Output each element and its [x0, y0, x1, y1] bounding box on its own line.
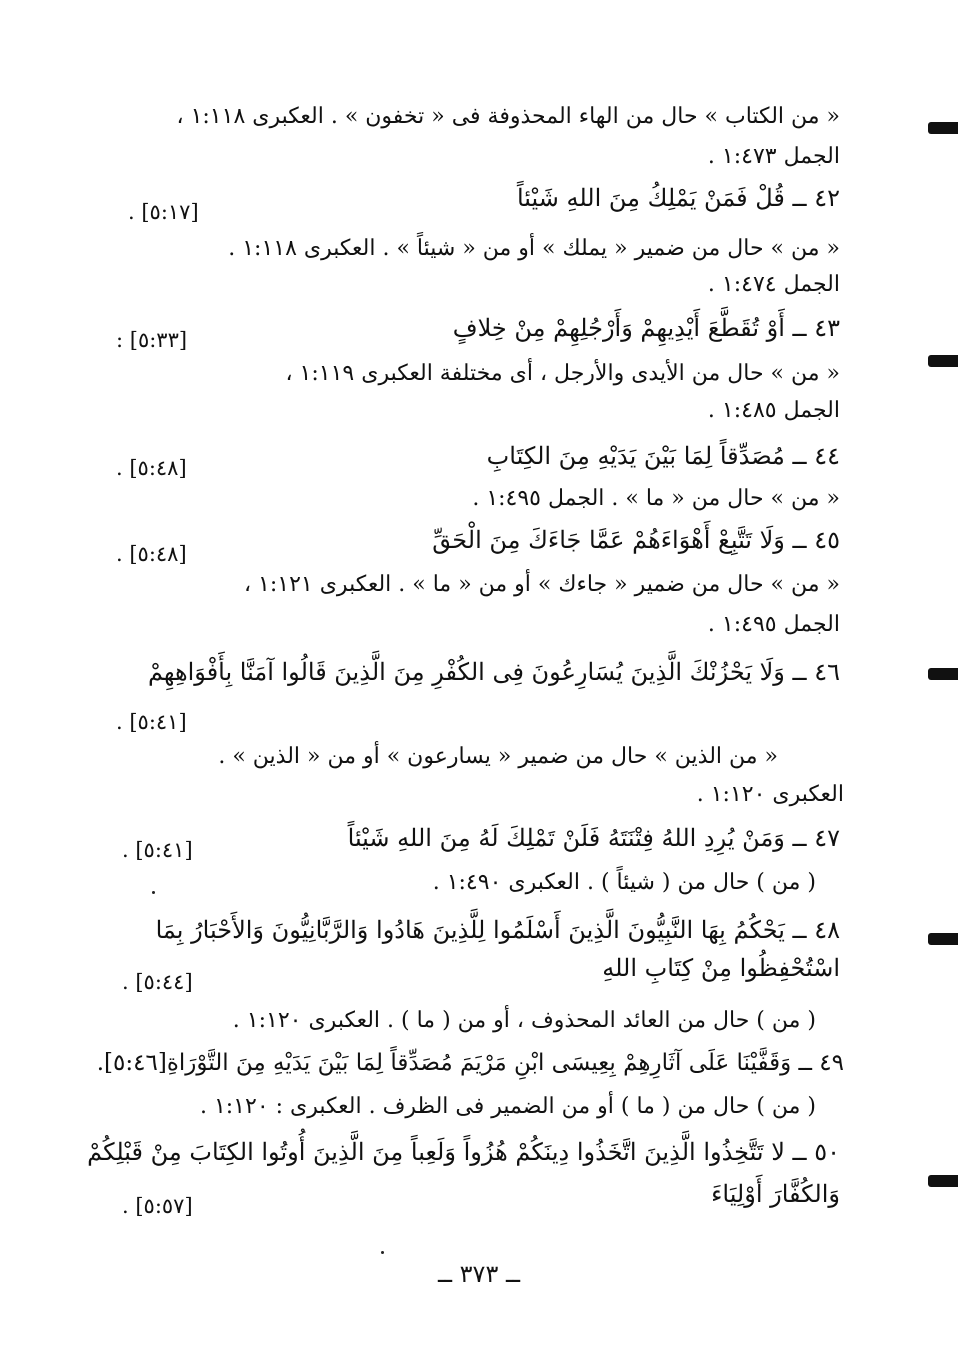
commentary-line: « من » حال من ضمير « جاءك » أو من « ما » . العكبرى ١:١٢١ ، — [243, 572, 840, 597]
commentary-line: « من » حال من ضمير « يملك » أو من « شيئاً » . العكبرى ١:١١٨ . — [228, 236, 840, 261]
binding-mark — [928, 1175, 958, 1187]
binding-mark — [928, 122, 958, 134]
binding-mark — [928, 668, 958, 680]
binding-mark — [928, 355, 958, 367]
commentary-line: ( من ) حال من العائد المحذوف ، أو من ( ما ) . العكبرى ١:١٢٠ . — [232, 1008, 816, 1033]
commentary-line: ( من ) حال من ( ما ) أو من الضمير فى الظرف . العكبرى : ١:١٢٠ . — [199, 1094, 816, 1119]
verse-reference: [٥:٥٧] . — [122, 1194, 193, 1218]
verse-line: اسْتُحْفِظُوا مِنْ كِتَابِ اللهِ — [602, 954, 840, 982]
verse-line: وَالكُفَّارَ أَوْلِيَاءَ — [711, 1180, 840, 1208]
commentary-line: العكبرى ١:١٢٠ . — [696, 782, 844, 807]
verse-reference: [٥:٤٨] . — [116, 542, 187, 566]
commentary-line: « من » حال من الأيدى والأرجل ، أى مختلفة العكبرى ١:١١٩ ، — [285, 361, 840, 386]
commentary-line: الجمل ١:٤٩٥ . — [707, 612, 840, 637]
verse-reference: [٥:٤٤] . — [122, 970, 193, 994]
verse-line: ٤٧ ــ وَمَنْ يُرِدِ اللهُ فِتْنَتَهُ فَلَنْ تَمْلِكَ لَهُ مِنَ اللهِ شَيْئاً — [347, 824, 840, 852]
commentary-line: الجمل ١:٤٨٥ . — [707, 398, 840, 423]
verse-line: ٤٤ ــ مُصَدِّقاً لِمَا بَيْنَ يَدَيْهِ مِنَ الكِتَابِ — [486, 442, 840, 470]
verse-reference: [٥:٣٣] : — [116, 328, 188, 352]
page-number: ــ ٣٧٣ ــ — [437, 1260, 521, 1288]
verse-line: ٤٢ ــ قُلْ فَمَنْ يَمْلِكُ مِنَ اللهِ شَيْئاً — [516, 184, 840, 212]
commentary-line: ( من ) حال من ( شيئاً ) . العكبرى ١:٤٩٠ . — [432, 870, 816, 895]
verse-line: ٤٦ ــ وَلَا يَحْزُنْكَ الَّذِينَ يُسَارِعُونَ فِى الكُفْرِ مِنَ الَّذِينَ قَالُوا آمَنَّا بِأَفْوَاهِهِمْ — [147, 658, 840, 686]
verse-reference: [٥:٤١] . — [116, 710, 187, 734]
verse-line: ٤٥ ــ وَلَا تَتَّبِعْ أَهْوَاءَهُمْ عَمَّا جَاءَكَ مِنَ الْحَقِّ — [432, 526, 840, 554]
commentary-line: « من » حال من « ما » . الجمل ١:٤٩٥ . — [472, 486, 840, 511]
verse-line: ٤٨ ــ يَحْكُمُ بِهَا النَّبِيُّونَ الَّذِينَ أَسْلَمُوا لِلَّذِينَ هَادُوا وَالرَّبَّانِيُّونَ وَالأَحْبَارُ بِمَا — [155, 916, 840, 944]
commentary-line: الجمل ١:٤٧٣ . — [707, 144, 840, 169]
commentary-line: الجمل ١:٤٧٤ . — [707, 272, 840, 297]
commentary-line: « من الكتاب » حال من الهاء المحذوفة فى « تخفون » . العكبرى ١:١١٨ ، — [176, 104, 840, 129]
scan-speck — [381, 1251, 384, 1254]
scan-speck — [152, 891, 155, 894]
verse-reference: [٥:١٧] . — [128, 200, 199, 224]
binding-mark — [928, 933, 958, 945]
verse-line: ٤٩ ــ وَقَفَّيْنَا عَلَى آثَارِهِمْ بِعِيسَى ابْنِ مَرْيَمَ مُصَدِّقاً لِمَا بَيْنَ يَدَيْهِ مِنَ التَّوْرَاةِ[٥:٤٦]. — [96, 1050, 844, 1076]
verse-line: ٤٣ ــ أَوْ تُقَطَّعَ أَيْدِيهِمْ وَأَرْجُلِهِمْ مِنْ خِلافٍ — [452, 314, 840, 342]
commentary-line: « من الذين » حال من ضمير « يسارعون » أو من « الذين » . — [218, 744, 778, 769]
verse-line: ٥٠ ــ لا تَتَّخِذُوا الَّذِينَ اتَّخَذُوا دِينَكُمْ هُزُواً وَلَعِباً مِنَ الَّذِينَ أُوتُوا الكِتَابَ مِنْ قَبْلِكُمْ — [87, 1138, 840, 1166]
verse-reference: [٥:٤١] . — [122, 838, 193, 862]
verse-reference: [٥:٤٨] . — [116, 456, 187, 480]
